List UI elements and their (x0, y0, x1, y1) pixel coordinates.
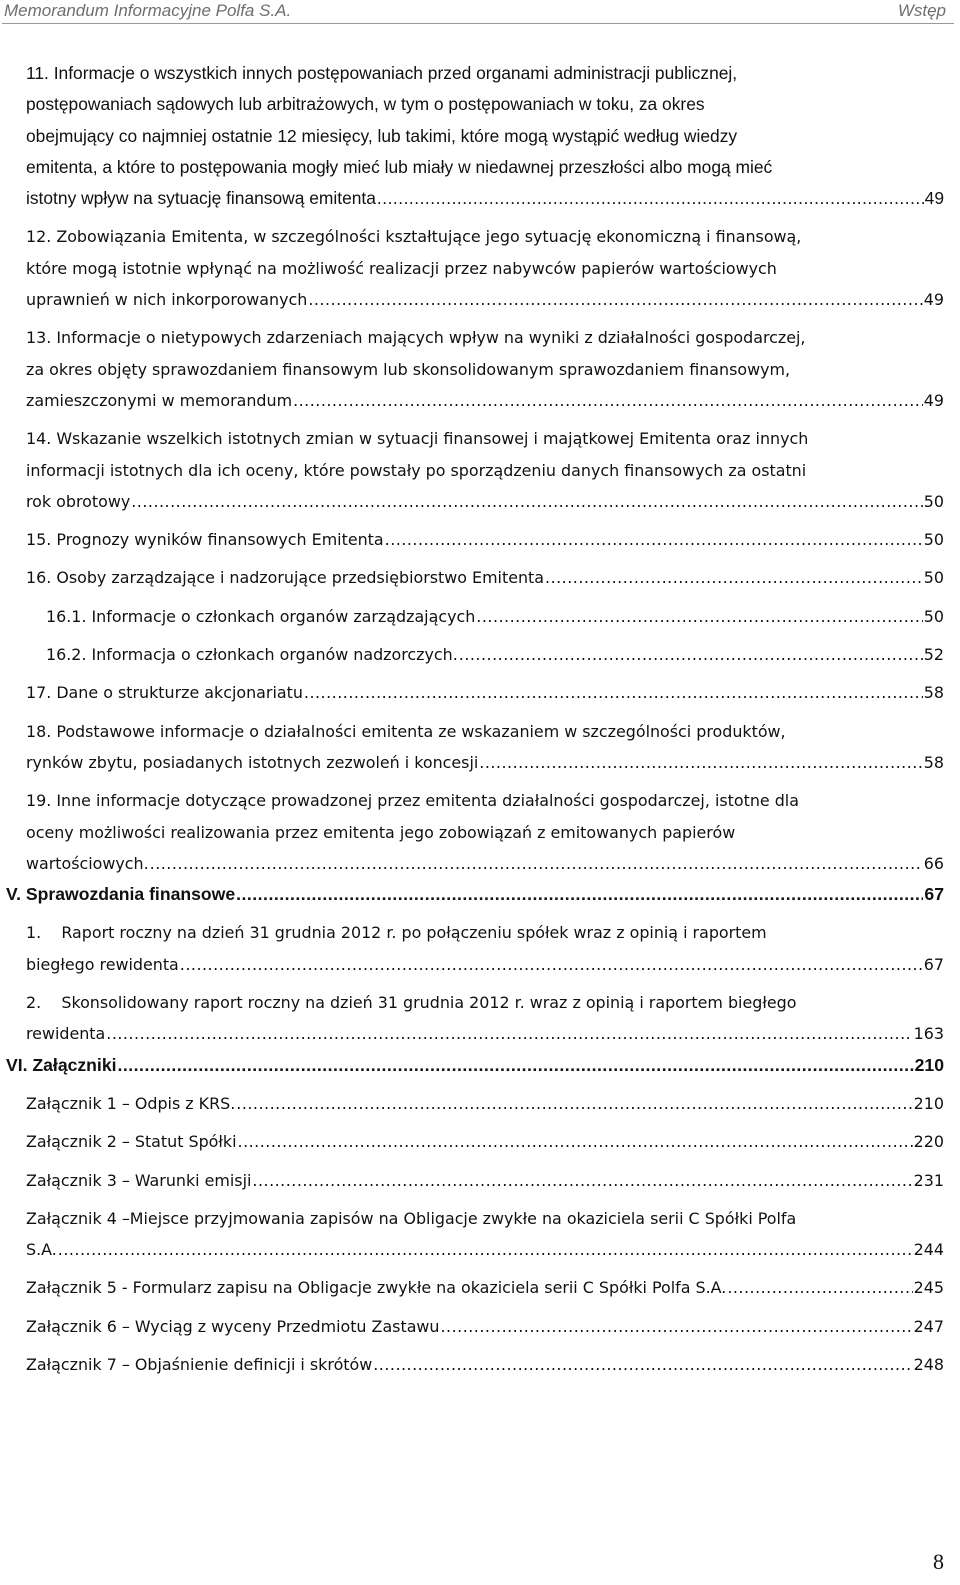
toc-page-number: 52 (923, 645, 944, 665)
toc-line: Załącznik 1 – Odpis z KRS. (26, 1093, 236, 1113)
toc-entry-17[interactable] (26, 677, 944, 708)
toc-page-number: 67 (923, 954, 944, 974)
toc-line: Załącznik 7 – Objaśnienie definicji i skrótów (26, 1354, 373, 1374)
toc-page-number: 220 (913, 1132, 944, 1152)
table-of-contents (6, 58, 944, 1380)
toc-page-number: 49 (923, 290, 944, 310)
toc-line: Załącznik 6 – Wyciąg z wyceny Przedmiotu Zastawu (26, 1316, 440, 1336)
toc-page-number: 50 (923, 491, 944, 511)
toc-page-number: 49 (924, 188, 944, 209)
toc-section-vi[interactable] (6, 1050, 944, 1081)
toc-page-number: 50 (923, 530, 944, 550)
toc-entry-11[interactable] (26, 58, 944, 214)
toc-page-number: 244 (913, 1240, 944, 1260)
toc-line: Załącznik 5 - Formularz zapisu na Obligacje zwykłe na okaziciela serii C Spółki Polfa S.A. (26, 1278, 727, 1298)
toc-line: rewidenta (26, 1024, 106, 1044)
toc-page-number: 67 (924, 884, 944, 905)
toc-entry-13[interactable] (26, 322, 944, 416)
toc-line: rok obrotowy (26, 491, 131, 511)
toc-line: biegłego rewidenta (26, 954, 179, 974)
toc-line: które mogą istotnie wpłynąć na możliwość realizacji przez nabywców papierów wartościowych (26, 258, 777, 278)
page-number: 8 (933, 1549, 944, 1574)
toc-attachment-1[interactable] (26, 1088, 944, 1119)
toc-entry-v-2[interactable] (26, 987, 944, 1050)
toc-page-number: 58 (923, 683, 944, 703)
toc-line: S.A. (26, 1240, 57, 1260)
toc-page-number: 49 (923, 390, 944, 410)
toc-page-number: 66 (923, 853, 944, 873)
toc-line: 15. Prognozy wyników finansowych Emitenta (26, 530, 384, 550)
toc-line: 12. Zobowiązania Emitenta, w szczególności kształtujące jego sytuację ekonomiczną i finansową, (26, 227, 802, 247)
toc-section-title: V. Sprawozdania finansowe (6, 884, 236, 905)
toc-section-title: VI. Załączniki (6, 1054, 117, 1075)
toc-line: 13. Informacje o nietypowych zdarzeniach mających wpływ na wyniki z działalności gospodarczej, (26, 328, 806, 348)
toc-attachment-2[interactable] (26, 1126, 944, 1157)
header-rule (2, 23, 954, 24)
toc-line: 14. Wskazanie wszelkich istotnych zmian w sytuacji finansowej i majątkowej Emitenta oraz innych (26, 429, 809, 449)
document-title: Memorandum Informacyjne Polfa S.A. (4, 1, 292, 20)
toc-line: Załącznik 3 – Warunki emisji (26, 1170, 252, 1190)
toc-page-number: 50 (923, 568, 944, 588)
toc-line: wartościowych. (26, 853, 149, 873)
toc-line: 18. Podstawowe informacje o działalności emitenta ze wskazaniem w szczególności produktów, (26, 721, 786, 741)
toc-line: istotny wpływ na sytuację finansową emitenta (26, 188, 376, 209)
toc-line: 17. Dane o strukturze akcjonariatu (26, 683, 303, 703)
toc-attachment-4[interactable] (26, 1203, 944, 1266)
toc-line: emitenta, a które to postępowania mogły mieć lub miały w niedawnej przeszłości albo mogą mieć (26, 156, 773, 177)
toc-line: obejmujący co najmniej ostatnie 12 miesięcy, lub takimi, które mogą wystąpić według wiedzy (26, 125, 738, 146)
toc-attachment-6[interactable] (26, 1311, 944, 1342)
toc-attachment-3[interactable] (26, 1165, 944, 1196)
toc-page-number: 210 (913, 1093, 944, 1113)
toc-page-number: 248 (913, 1354, 944, 1374)
toc-page-number: 58 (923, 752, 944, 772)
toc-line: 1. Raport roczny na dzień 31 grudnia 2012 r. po połączeniu spółek wraz z opinią i raportem (26, 923, 767, 943)
toc-line: postępowaniach sądowych lub arbitrażowych, w tym o postępowaniach w toku, za okres (26, 94, 705, 115)
toc-entry-15[interactable] (26, 524, 944, 555)
toc-line: 19. Inne informacje dotyczące prowadzonej przez emitenta działalności gospodarczej, istotne dla (26, 791, 799, 811)
toc-entry-14[interactable] (26, 423, 944, 517)
toc-line: uprawnień w nich inkorporowanych (26, 290, 308, 310)
toc-page-number: 210 (914, 1054, 944, 1075)
toc-page-number: 163 (913, 1024, 944, 1044)
toc-entry-16-2[interactable] (26, 639, 944, 670)
toc-page-number: 50 (923, 606, 944, 626)
toc-attachment-7[interactable] (26, 1349, 944, 1380)
toc-page-number: 231 (913, 1170, 944, 1190)
toc-page-number: 247 (913, 1316, 944, 1336)
toc-line: rynków zbytu, posiadanych istotnych zezwoleń i koncesji (26, 752, 479, 772)
section-name: Wstęp (897, 1, 946, 20)
toc-line: 11. Informacje o wszystkich innych postępowaniach przed organami administracji publicznej, (26, 63, 738, 83)
toc-line: 16.1. Informacje o członkach organów zarządzających (46, 606, 476, 626)
toc-line: Załącznik 2 – Statut Spółki (26, 1132, 237, 1152)
toc-line: oceny możliwości realizowania przez emitenta jego zobowiązań z emitowanych papierów (26, 822, 736, 842)
toc-line: 16.2. Informacja o członkach organów nadzorczych. (46, 645, 458, 665)
toc-attachment-5[interactable] (26, 1272, 944, 1303)
toc-line: 2. Skonsolidowany raport roczny na dzień 31 grudnia 2012 r. wraz z opinią i raportem biegłego (26, 993, 797, 1013)
page-header (0, 0, 960, 22)
toc-entry-v-1[interactable] (26, 917, 944, 980)
toc-entry-16-1[interactable] (26, 601, 944, 632)
toc-entry-16[interactable] (26, 562, 944, 593)
toc-entry-12[interactable] (26, 221, 944, 315)
toc-entry-18[interactable] (26, 716, 944, 779)
toc-line: za okres objęty sprawozdaniem finansowym lub skonsolidowanym sprawozdaniem finansowym, (26, 359, 791, 379)
toc-page-number: 245 (913, 1278, 944, 1298)
toc-section-v[interactable] (6, 879, 944, 910)
toc-line: 16. Osoby zarządzające i nadzorujące przedsiębiorstwo Emitenta (26, 568, 545, 588)
toc-line: Załącznik 4 –Miejsce przyjmowania zapisów na Obligacje zwykłe na okaziciela serii C Spółki Polfa (26, 1208, 797, 1228)
toc-line: zamieszczonymi w memorandum (26, 390, 293, 410)
toc-line: informacji istotnych dla ich oceny, które powstały po sporządzeniu danych finansowych za ostatni (26, 460, 807, 480)
toc-entry-19[interactable] (26, 785, 944, 879)
